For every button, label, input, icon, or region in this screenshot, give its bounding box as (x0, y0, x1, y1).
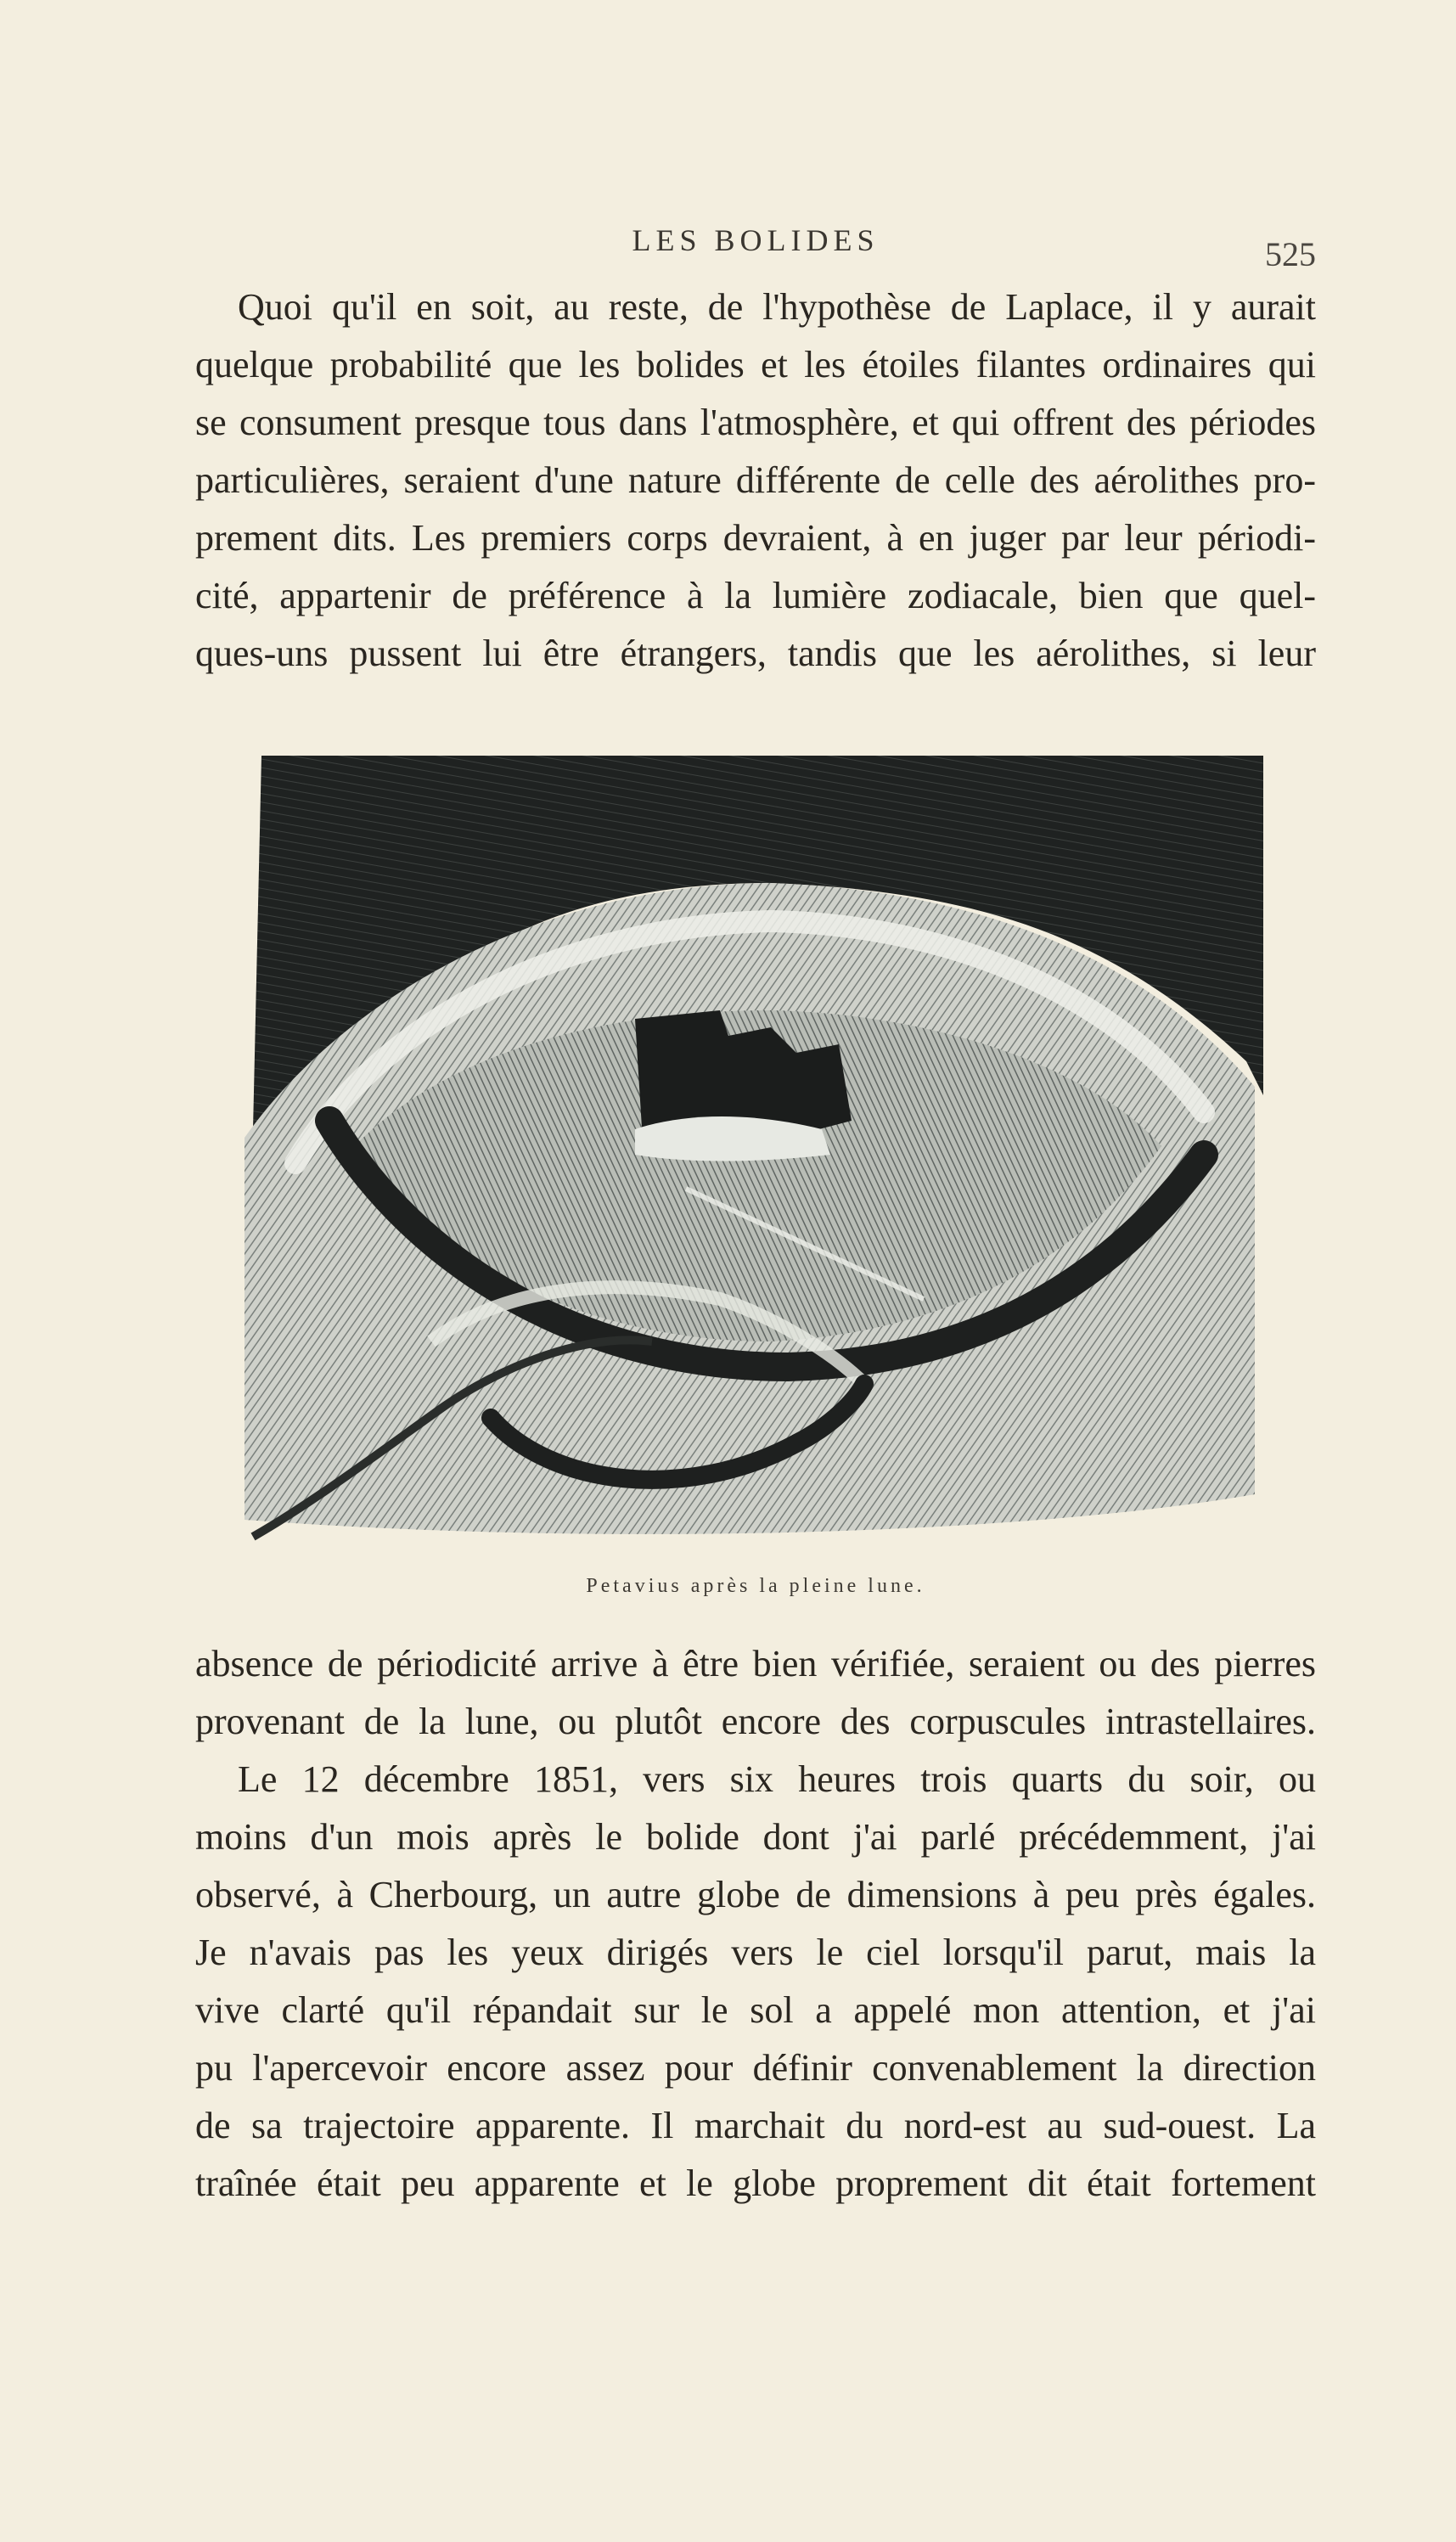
text-line: vive clarté qu'il répandait sur le sol a appelé mon attention, et j'ai (195, 1989, 1316, 2031)
running-title: LES BOLIDES (632, 223, 880, 257)
text-line: moins d'un mois après le bolide dont j'ai parlé précédemment, j'ai (195, 1816, 1316, 1858)
text-line: traînée était peu apparente et le globe proprement dit était fortement (195, 2162, 1316, 2204)
text-line: de sa trajectoire apparente. Il marchait du nord-est au sud-ouest. La (195, 2105, 1316, 2146)
engraving-petavius (245, 756, 1263, 1554)
paragraph-1 (195, 278, 1316, 683)
text-line: pu l'apercevoir encore assez pour définir convenablement la direction (195, 2047, 1316, 2089)
text-line: se consument presque tous dans l'atmosphère, et qui offrent des périodes (195, 402, 1316, 443)
text-line: provenant de la lune, ou plutôt encore des corpuscules intrastellaires. (195, 1701, 1316, 1742)
text-line: cité, appartenir de préférence à la lumière zodiacale, bien que quel- (195, 575, 1316, 616)
crater-engraving (245, 756, 1263, 1554)
page-number: 525 (1265, 235, 1316, 273)
text-line: prement dits. Les premiers corps devraient, à en juger par leur périodi- (195, 517, 1316, 559)
text-line: Le 12 décembre 1851, vers six heures trois quarts du soir, ou (238, 1758, 1316, 1800)
text-line: observé, à Cherbourg, un autre globe de dimensions à peu près égales. (195, 1874, 1316, 1915)
paragraph-2 (195, 1635, 1316, 2213)
text-line: particulières, seraient d'une nature différente de celle des aérolithes pro- (195, 459, 1316, 501)
text-line: Quoi qu'il en soit, au reste, de l'hypothèse de Laplace, il y aurait (238, 286, 1316, 328)
text-line: quelque probabilité que les bolides et les étoiles filantes ordinaires qui (195, 344, 1316, 385)
text-line: Je n'avais pas les yeux dirigés vers le ciel lorsqu'il parut, mais la (195, 1932, 1316, 1973)
text-line: absence de périodicité arrive à être bien vérifiée, seraient ou des pierres (195, 1643, 1316, 1684)
running-head (195, 222, 1316, 273)
text-line: ques-uns pussent lui être étrangers, tandis que les aérolithes, si leur (195, 633, 1316, 674)
figure-caption: Petavius après la pleine lune. (586, 1575, 925, 1597)
